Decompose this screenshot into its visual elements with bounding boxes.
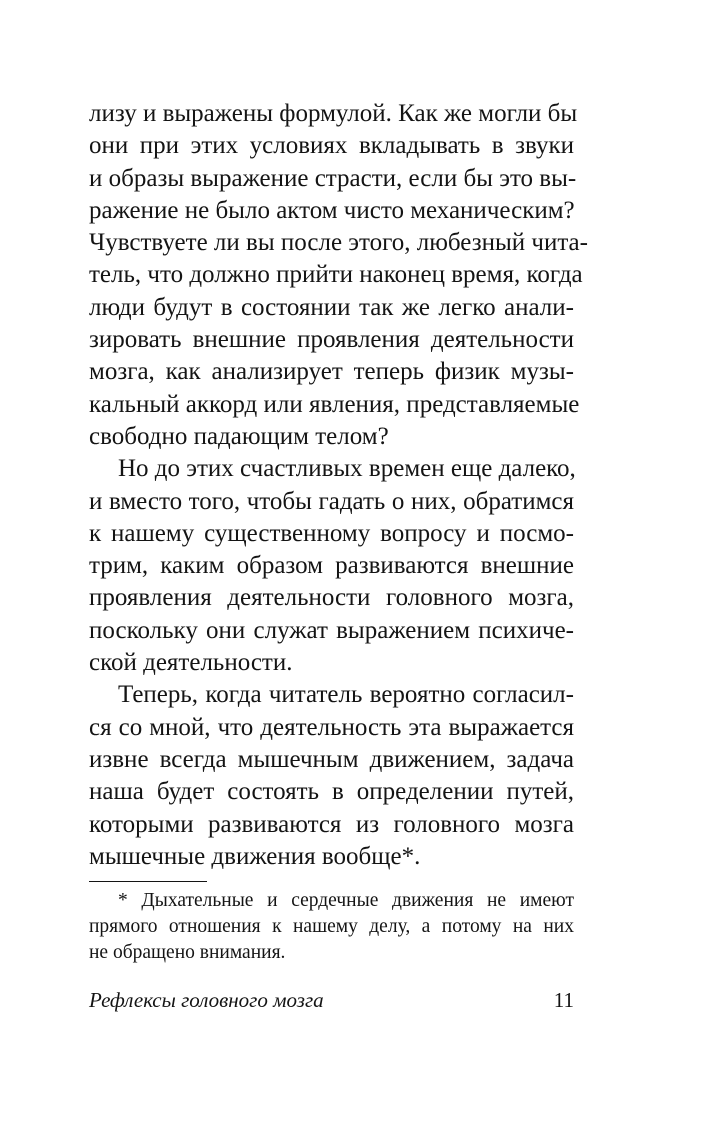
- text-line: наша будет состоять в определении путей,: [89, 778, 574, 806]
- text-line: Но до этих счастливых времен еще далеко,: [118, 455, 576, 483]
- text-line: мышечные движения вообще*.: [89, 842, 421, 870]
- text-line: свободно падающим телом?: [89, 422, 389, 450]
- text-line: поскольку они служат выражением психиче-: [89, 616, 574, 644]
- footnote: [89, 888, 574, 966]
- text-line: люди будут в состоянии так же легко анали-: [89, 293, 574, 321]
- text-line: лизу и выражены формулой. Как же могли бы: [89, 100, 578, 127]
- text-line: мозга, как анализирует теперь физик музы-: [89, 358, 574, 386]
- text-line: проявления деятельности головного мозга,: [89, 584, 574, 612]
- text-line: трим, каким образом развиваются внешние: [89, 552, 574, 580]
- footnote-line: прямого отношения к нашему делу, а потому на них: [89, 916, 574, 937]
- text-line: зировать внешние проявления деятельности: [89, 326, 574, 354]
- page-number: 11: [553, 988, 574, 1012]
- text-line: Теперь, когда читатель вероятно согласил-: [118, 681, 574, 709]
- text-line: извне всегда мышечным движением, задача: [89, 745, 574, 773]
- text-line: ражение не было актом чисто механическим?: [89, 196, 575, 224]
- text-line: Чувствуете ли вы после этого, любезный чита-: [89, 229, 588, 257]
- text-line: которыми развиваются из головного мозга: [89, 810, 574, 838]
- footnote-line: * Дыхательные и сердечные движения не имеют: [118, 890, 574, 911]
- text-line: ся со мной, что деятельность эта выражается: [89, 713, 574, 741]
- text-line: ской деятельности.: [89, 649, 293, 677]
- text-line: кальный аккорд или явления, представляемые: [89, 390, 580, 418]
- footnote-line: не обращено внимания.: [89, 942, 286, 963]
- footnote-divider: [89, 881, 207, 882]
- text-line: и образы выражение страсти, если бы это вы-: [89, 164, 577, 192]
- text-line: тель, что должно прийти наконец время, когда: [89, 261, 583, 289]
- running-title: Рефлексы головного мозга: [89, 988, 324, 1012]
- text-line: они при этих условиях вкладывать в звуки: [89, 132, 574, 160]
- text-line: и вместо того, чтобы гадать о них, обратимся: [89, 487, 574, 515]
- text-line: к нашему существенному вопросу и посмо-: [89, 519, 574, 547]
- main-text: [89, 98, 588, 873]
